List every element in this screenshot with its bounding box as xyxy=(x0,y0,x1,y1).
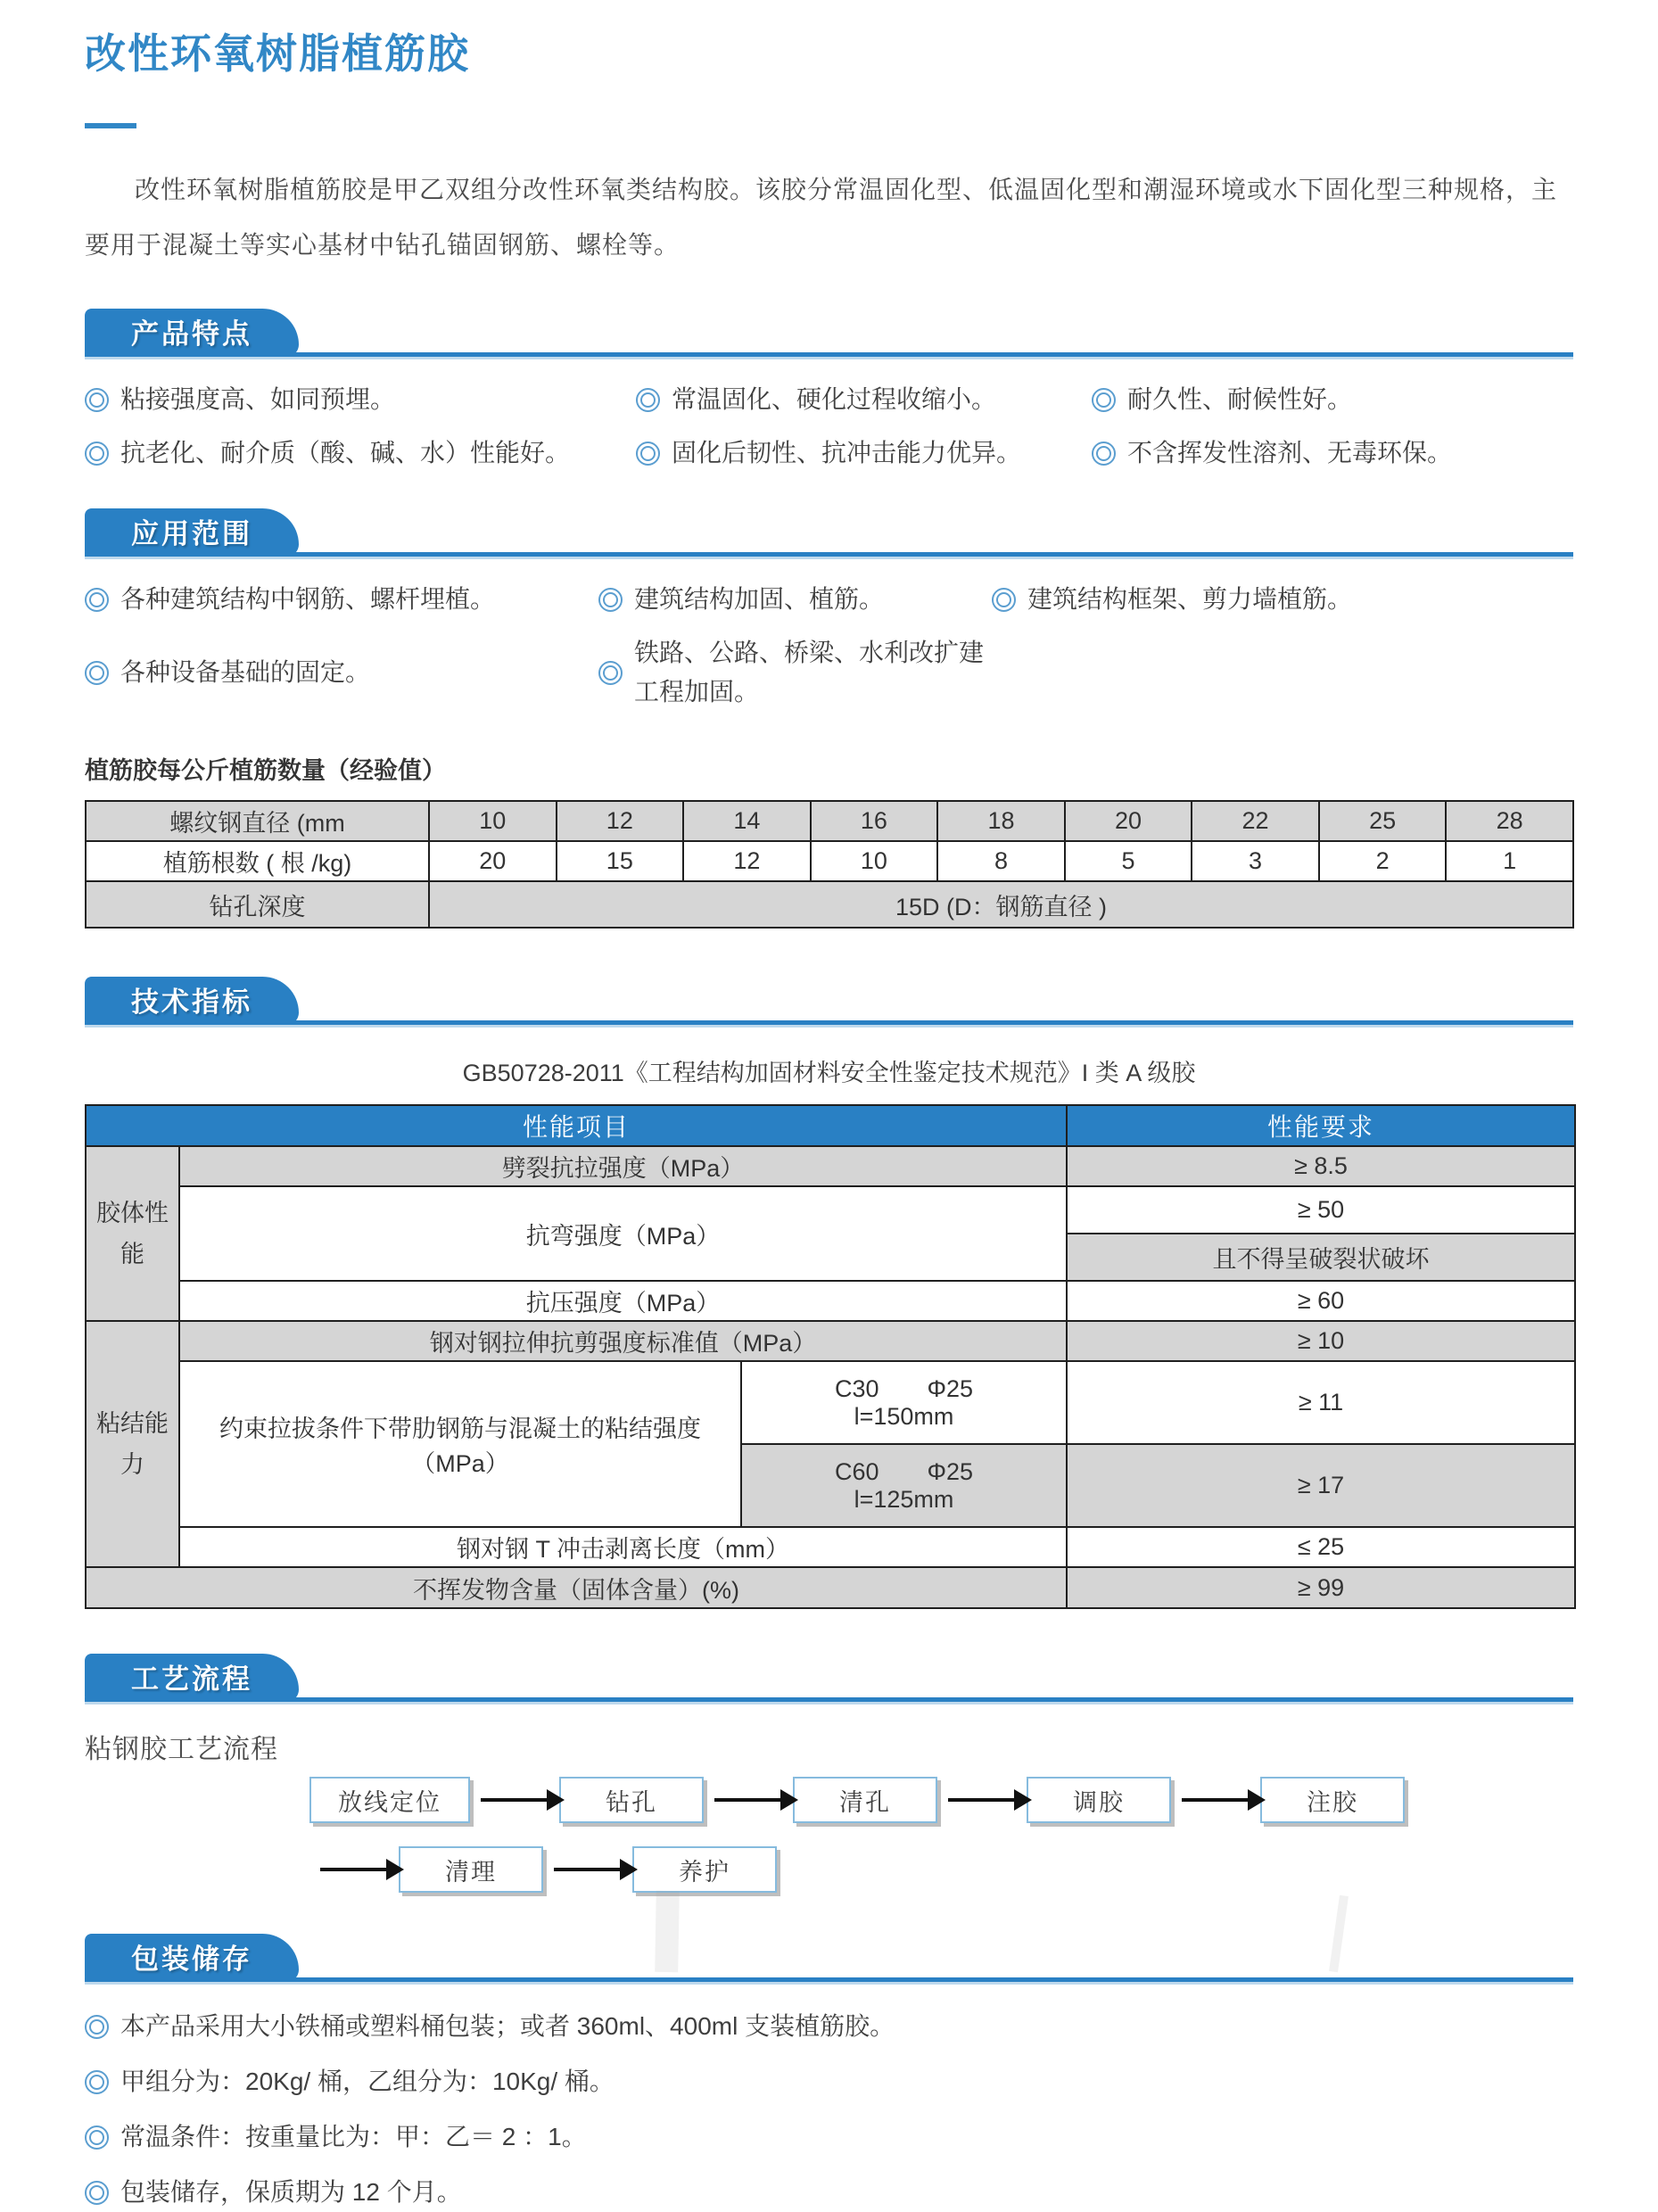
table-cell: 12 xyxy=(557,801,684,841)
section-rule xyxy=(85,1020,1573,1025)
double-circle-bullet-icon xyxy=(85,2070,109,2094)
storage-section-head xyxy=(85,1934,1573,1984)
requirement-cell: 且不得呈破裂状破坏 xyxy=(1067,1234,1575,1281)
list-item xyxy=(85,633,598,712)
arrow-right-icon xyxy=(554,1868,623,1871)
table-row xyxy=(86,1527,1575,1567)
application-text: 各种设备基础的固定。 xyxy=(120,658,371,686)
storage-text: 包装储存，保质期为 12 个月。 xyxy=(120,2178,462,2206)
tech-spec-table xyxy=(85,1104,1576,1609)
table-row xyxy=(86,1321,1575,1361)
double-circle-bullet-icon xyxy=(85,661,109,685)
flow-step: 清理 xyxy=(399,1846,543,1893)
property-line: 约束拉拔条件下带肋钢筋与混凝土的粘结强度 xyxy=(219,1416,701,1442)
arrow-right-icon xyxy=(320,1868,390,1871)
section-rule xyxy=(85,1977,1573,1982)
list-item xyxy=(598,633,992,712)
column-header: 性能项目 xyxy=(86,1105,1067,1146)
table-cell: 20 xyxy=(429,841,557,881)
list-item xyxy=(598,580,992,619)
section-storage xyxy=(85,1934,1573,2212)
table-cell: 16 xyxy=(811,801,938,841)
section-rule xyxy=(85,1697,1573,1702)
table-cell: 28 xyxy=(1446,801,1573,841)
applications-heading-badge: 应用范围 xyxy=(85,508,299,557)
table-row xyxy=(86,1567,1575,1608)
flow-step: 注胶 xyxy=(1260,1777,1405,1823)
double-circle-bullet-icon xyxy=(636,442,660,466)
condition-line xyxy=(749,1375,1059,1403)
row-header: 植筋根数 ( 根 /kg) xyxy=(86,841,429,881)
list-item xyxy=(85,2117,1573,2157)
table-cell: 1 xyxy=(1446,841,1573,881)
bar-diameter: Φ25 xyxy=(927,1457,974,1485)
list-item xyxy=(636,380,1092,419)
property-cell xyxy=(179,1361,741,1527)
double-circle-bullet-icon xyxy=(85,388,109,412)
section-applications xyxy=(85,508,1573,712)
dosage-table-caption: 植筋胶每公斤植筋数量（经验值） xyxy=(85,757,446,784)
table-cell: 5 xyxy=(1065,841,1192,881)
requirement-cell: ≥ 60 xyxy=(1067,1281,1575,1321)
property-cell: 抗弯强度（MPa） xyxy=(179,1186,1067,1281)
double-circle-bullet-icon xyxy=(598,661,623,685)
intro-paragraph: 改性环氧树脂植筋胶是甲乙双组分改性环氧类结构胶。该胶分常温固化型、低温固化型和潮湿环境或水下固化型三种规格，主要用于混凝土等实心基材中钻孔锚固钢筋、螺栓等。 xyxy=(85,176,1558,259)
double-circle-bullet-icon xyxy=(85,2125,109,2150)
row-group-label: 胶体性能 xyxy=(86,1146,179,1321)
double-circle-bullet-icon xyxy=(1092,442,1116,466)
feature-text: 耐久性、耐候性好。 xyxy=(1127,385,1353,413)
section-rule xyxy=(85,352,1573,357)
table-row xyxy=(86,1146,1575,1186)
features-heading-badge: 产品特点 xyxy=(85,309,299,357)
double-circle-bullet-icon xyxy=(85,442,109,466)
process-flow-row-1 xyxy=(309,1775,1573,1825)
list-item xyxy=(85,380,636,419)
property-cell: 钢对钢拉伸抗剪强度标准值（MPa） xyxy=(179,1321,1067,1361)
list-item xyxy=(85,2062,1573,2101)
arrow-right-icon xyxy=(948,1798,1018,1802)
double-circle-bullet-icon xyxy=(85,588,109,612)
features-section-head xyxy=(85,309,1573,359)
list-item xyxy=(85,433,636,473)
double-circle-bullet-icon xyxy=(85,2015,109,2039)
table-cell: 22 xyxy=(1192,801,1319,841)
table-row xyxy=(86,841,1573,881)
arrow-right-icon xyxy=(714,1798,784,1802)
property-cell: 抗压强度（MPa） xyxy=(179,1281,1067,1321)
double-circle-bullet-icon xyxy=(992,588,1016,612)
table-cell: 14 xyxy=(683,801,811,841)
row-header: 钻孔深度 xyxy=(86,881,429,928)
embed-length: l=125mm xyxy=(854,1485,954,1513)
double-circle-bullet-icon xyxy=(85,2181,109,2205)
row-header: 螺纹钢直径 (mm xyxy=(86,801,429,841)
section-tech xyxy=(85,977,1573,1609)
column-header: 性能要求 xyxy=(1067,1105,1575,1146)
condition-cell xyxy=(741,1361,1067,1444)
application-text: 建筑结构框架、剪力墙植筋。 xyxy=(1027,585,1353,613)
list-item xyxy=(1092,433,1573,473)
table-cell: 25 xyxy=(1319,801,1447,841)
property-line: （MPa） xyxy=(411,1450,509,1477)
requirement-cell: ≥ 8.5 xyxy=(1067,1146,1575,1186)
feature-text: 抗老化、耐介质（酸、碱、水）性能好。 xyxy=(120,439,571,466)
requirement-cell: ≥ 10 xyxy=(1067,1321,1575,1361)
concrete-grade: C30 xyxy=(834,1374,879,1402)
section-rule xyxy=(85,552,1573,557)
application-text: 各种建筑结构中钢筋、螺杆埋植。 xyxy=(120,585,496,613)
table-header-row xyxy=(86,1105,1575,1146)
process-heading-badge: 工艺流程 xyxy=(85,1654,299,1702)
feature-text: 不含挥发性溶剂、无毒环保。 xyxy=(1127,439,1453,466)
arrow-right-icon xyxy=(1182,1798,1251,1802)
embed-length: l=150mm xyxy=(854,1402,954,1430)
property-cell: 不挥发物含量（固体含量）(%) xyxy=(86,1567,1067,1608)
application-text: 建筑结构加固、植筋。 xyxy=(634,585,885,613)
list-item xyxy=(1092,380,1573,419)
concrete-grade: C60 xyxy=(834,1457,879,1485)
tech-standard-reference: GB50728-2011《工程结构加固材料安全性鉴定技术规范》I 类 A 级胶 xyxy=(462,1060,1196,1086)
storage-heading-badge: 包装储存 xyxy=(85,1934,299,1982)
table-cell: 10 xyxy=(811,841,938,881)
process-section-head xyxy=(85,1654,1573,1704)
property-cell: 钢对钢 T 冲击剥离长度（mm） xyxy=(179,1527,1067,1567)
section-process xyxy=(85,1654,1573,1894)
condition-cell xyxy=(741,1444,1067,1527)
table-row xyxy=(86,801,1573,841)
requirement-cell: ≥ 11 xyxy=(1067,1361,1575,1444)
list-item xyxy=(636,433,1092,473)
requirement-cell: ≥ 99 xyxy=(1067,1567,1575,1608)
page-title: 改性环氧树脂植筋胶 xyxy=(85,30,470,77)
process-flow-row-2 xyxy=(309,1845,1573,1894)
list-item xyxy=(85,580,598,619)
table-cell: 15D (D：钢筋直径 ) xyxy=(429,881,1573,928)
table-cell: 8 xyxy=(937,841,1065,881)
requirement-cell: ≤ 25 xyxy=(1067,1527,1575,1567)
tech-section-head xyxy=(85,977,1573,1027)
property-cell: 劈裂抗拉强度（MPa） xyxy=(179,1146,1067,1186)
double-circle-bullet-icon xyxy=(598,588,623,612)
storage-text: 常温条件：按重量比为：甲：乙＝ 2 ：1。 xyxy=(120,2123,587,2150)
section-features xyxy=(85,309,1573,473)
flow-step: 清孔 xyxy=(793,1777,937,1823)
features-list xyxy=(85,380,1573,473)
list-item xyxy=(85,2173,1573,2212)
storage-text: 本产品采用大小铁桶或塑料桶包装；或者 360ml、400ml 支装植筋胶。 xyxy=(120,2012,895,2040)
feature-text: 常温固化、硬化过程收缩小。 xyxy=(672,385,997,413)
process-flow-label: 粘钢胶工艺流程 xyxy=(85,1735,278,1764)
requirement-cell: ≥ 17 xyxy=(1067,1444,1575,1527)
applications-section-head xyxy=(85,508,1573,558)
table-cell: 10 xyxy=(429,801,557,841)
list-item xyxy=(85,2007,1573,2046)
table-row xyxy=(86,1361,1575,1444)
arrow-right-icon xyxy=(481,1798,550,1802)
storage-text: 甲组分为：20Kg/ 桶，乙组分为：10Kg/ 桶。 xyxy=(120,2068,615,2095)
condition-line xyxy=(749,1458,1059,1486)
dosage-table xyxy=(85,800,1574,929)
application-text: 铁路、公路、桥梁、水利改扩建工程加固。 xyxy=(634,639,985,706)
table-cell: 15 xyxy=(557,841,684,881)
feature-text: 粘接强度高、如同预埋。 xyxy=(120,385,396,413)
list-item xyxy=(992,580,1573,619)
double-circle-bullet-icon xyxy=(1092,388,1116,412)
table-row xyxy=(86,1281,1575,1321)
table-cell: 3 xyxy=(1192,841,1319,881)
applications-list xyxy=(85,580,1573,712)
feature-text: 固化后韧性、抗冲击能力优异。 xyxy=(672,439,1022,466)
table-row xyxy=(86,1186,1575,1234)
title-underline-dash xyxy=(85,123,136,128)
flow-step: 养护 xyxy=(632,1846,777,1893)
tech-heading-badge: 技术指标 xyxy=(85,977,299,1025)
flow-step: 钻孔 xyxy=(559,1777,704,1823)
table-row xyxy=(86,881,1573,928)
flow-step: 放线定位 xyxy=(309,1777,470,1823)
table-cell: 18 xyxy=(937,801,1065,841)
storage-list xyxy=(85,2007,1573,2212)
requirement-cell: ≥ 50 xyxy=(1067,1186,1575,1234)
flow-step: 调胶 xyxy=(1027,1777,1171,1823)
row-group-label: 粘结能力 xyxy=(86,1321,179,1567)
table-cell: 12 xyxy=(683,841,811,881)
double-circle-bullet-icon xyxy=(636,388,660,412)
watermark-decoration xyxy=(655,1891,680,1972)
bar-diameter: Φ25 xyxy=(927,1374,974,1402)
table-cell: 2 xyxy=(1319,841,1447,881)
table-cell: 20 xyxy=(1065,801,1192,841)
